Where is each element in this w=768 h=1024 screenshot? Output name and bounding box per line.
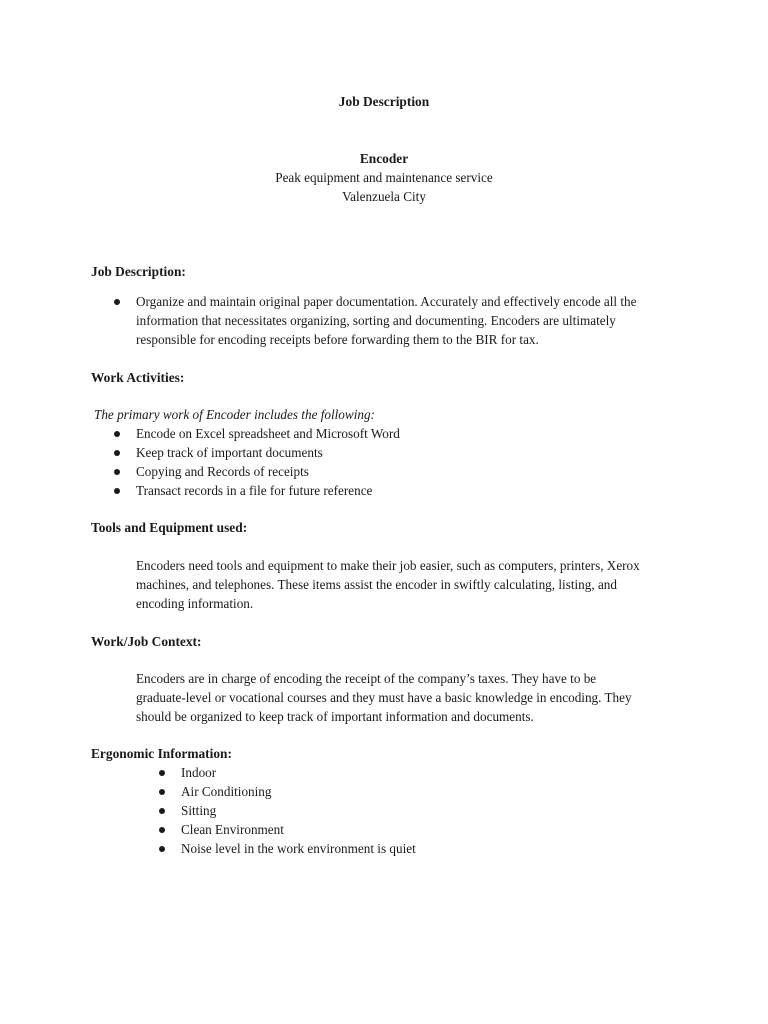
- section-heading-tools: Tools and Equipment used:: [91, 520, 248, 535]
- paragraph-line: should be organized to keep track of important information and documents.: [136, 709, 534, 724]
- paragraph-line: information that necessitates organizing, sorting and documenting. Encoders are ultimately: [136, 313, 616, 328]
- bullet-dot: [114, 431, 120, 437]
- list-item: Air Conditioning: [181, 784, 272, 799]
- list-item: Copying and Records of receipts: [136, 464, 309, 479]
- list-item: Encode on Excel spreadsheet and Microsoft Word: [136, 426, 400, 441]
- section-heading-job-description: Job Description:: [91, 264, 186, 279]
- bullet-dot: [114, 469, 120, 475]
- section-heading-work-activities: Work Activities:: [91, 370, 185, 385]
- section-heading-context: Work/Job Context:: [91, 634, 202, 649]
- list-item: Keep track of important documents: [136, 445, 323, 460]
- document-title: Job Description: [338, 94, 430, 109]
- paragraph-line: Encoders are in charge of encoding the receipt of the company’s taxes. They have to be: [136, 671, 597, 686]
- paragraph-line: machines, and telephones. These items assist the encoder in swiftly calculating, listing, and: [136, 577, 617, 592]
- list-item: Noise level in the work environment is quiet: [181, 841, 416, 856]
- bullet-dot: [159, 770, 165, 776]
- paragraph-line: encoding information.: [136, 596, 254, 611]
- paragraph-line: Encoders need tools and equipment to make their job easier, such as computers, printers, Xerox: [136, 558, 640, 573]
- bullet-dot: [159, 827, 165, 833]
- bullet-dot: [114, 450, 120, 456]
- paragraph-line: responsible for encoding receipts before forwarding them to the BIR for tax.: [136, 332, 539, 347]
- list-item: Transact records in a file for future reference: [136, 483, 373, 498]
- section-heading-ergonomic: Ergonomic Information:: [91, 746, 232, 761]
- bullet-dot: [159, 789, 165, 795]
- list-item: Sitting: [181, 803, 217, 818]
- bullet-dot: [159, 808, 165, 814]
- list-item: Indoor: [181, 765, 217, 780]
- bullet-dot: [114, 488, 120, 494]
- paragraph-line: Organize and maintain original paper documentation. Accurately and effectively encode all the: [136, 294, 637, 309]
- work-activities-intro: The primary work of Encoder includes the following:: [94, 407, 375, 422]
- paragraph-line: graduate-level or vocational courses and they must have a basic knowledge in encoding. They: [136, 690, 632, 705]
- position-title: Encoder: [359, 151, 409, 166]
- company-name: Peak equipment and maintenance service: [275, 170, 493, 185]
- bullet-dot: [114, 299, 120, 305]
- list-item: Clean Environment: [181, 822, 284, 837]
- bullet-dot: [159, 846, 165, 852]
- company-location: Valenzuela City: [342, 189, 426, 204]
